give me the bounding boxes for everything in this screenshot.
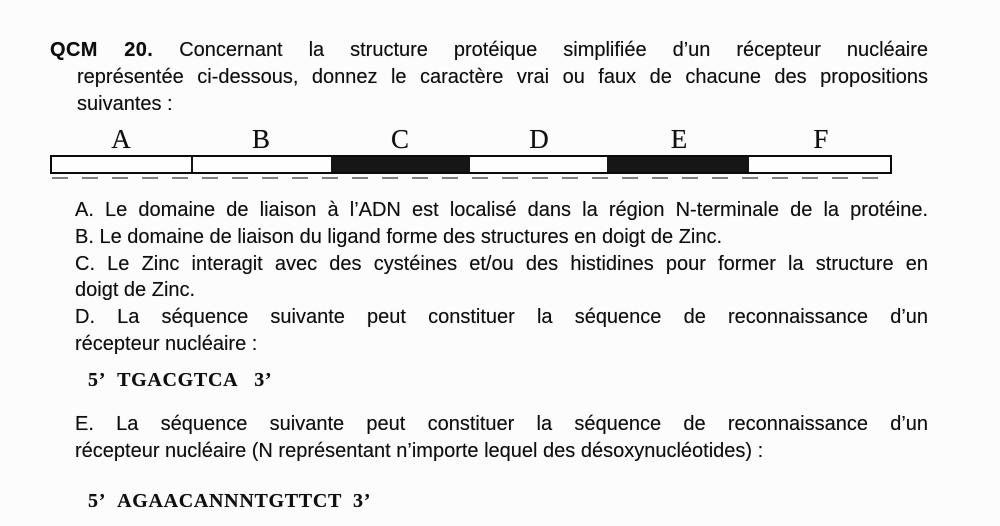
proposition-c-line-2: doigt de Zinc. (75, 279, 196, 302)
sequence-d-3prime: 3’ (254, 369, 273, 391)
domain-segment-f (749, 157, 890, 172)
domain-bar (50, 155, 892, 174)
dna-sequence-d (88, 369, 272, 392)
question-intro (50, 37, 928, 118)
proposition-d-line-2: récepteur nucléaire : (75, 332, 258, 355)
proposition-a-text: Le domaine de liaison à l’ADN est localisé dans la région N-terminale de la protéine. (105, 199, 928, 221)
proposition-e-line-2: récepteur nucléaire (N représentant n’importe lequel des désoxynucléotides) : (75, 439, 764, 462)
proposition-e-line-1 (75, 411, 928, 438)
intro-line-2: représentée ci-dessous, donnez le caractère vrai ou faux de chacune des propositions (77, 66, 928, 88)
domain-label-b: B (251, 124, 270, 154)
proposition-b (75, 224, 928, 251)
domain-label-a: A (111, 124, 131, 154)
sequence-e-3prime: 3’ (353, 490, 372, 512)
proposition-c-line-1 (75, 251, 928, 278)
proposition-e (75, 411, 928, 465)
sequence-d-bases: TGACGTCA (117, 369, 239, 391)
domain-segment-d (470, 157, 607, 172)
domain-segment-e (607, 157, 748, 172)
proposition-c-label: C. (75, 252, 95, 275)
proposition-e-label: E. (75, 413, 94, 435)
sequence-e-5prime: 5’ (88, 490, 107, 512)
domain-labels (50, 124, 892, 154)
scan-artifact-line (52, 177, 886, 179)
proposition-d-line-1 (75, 304, 928, 331)
domain-label-c: C (390, 124, 409, 154)
intro-line-1 (50, 37, 928, 64)
proposition-b-text: Le domaine de liaison du ligand forme des structures en doigt de Zinc. (99, 225, 723, 248)
intro-text: Concernant la structure protéique simplifiée d’un récepteur nucléaire (179, 39, 928, 61)
proposition-d-label: D. (75, 306, 95, 329)
propositions-a-to-d (75, 197, 928, 358)
proposition-d-text: La séquence suivante peut constituer la séquence de reconnaissance d’un (117, 306, 929, 329)
proposition-a (75, 197, 928, 224)
dna-sequence-e (88, 490, 371, 513)
domain-segment-b (193, 157, 330, 172)
sequence-d-5prime: 5’ (88, 369, 107, 391)
domain-segment-a (52, 157, 193, 172)
protein-domain-diagram (50, 124, 892, 179)
proposition-e-text: La séquence suivante peut constituer la séquence de reconnaissance d’un (116, 413, 929, 435)
proposition-a-label: A. (75, 199, 94, 221)
domain-label-e: E (670, 124, 688, 154)
domain-label-d: D (529, 124, 549, 154)
question-number: QCM 20. (50, 39, 154, 61)
proposition-c-text: Le Zinc interagit avec des cystéines et/ou des histidines pour former la structure en (107, 252, 928, 275)
domain-label-f: F (813, 124, 829, 154)
intro-line-3: suivantes : (77, 93, 173, 115)
proposition-b-label: B. (75, 225, 94, 248)
sequence-e-bases: AGAACANNNTGTTCT (117, 490, 343, 512)
domain-segment-c (331, 157, 470, 172)
